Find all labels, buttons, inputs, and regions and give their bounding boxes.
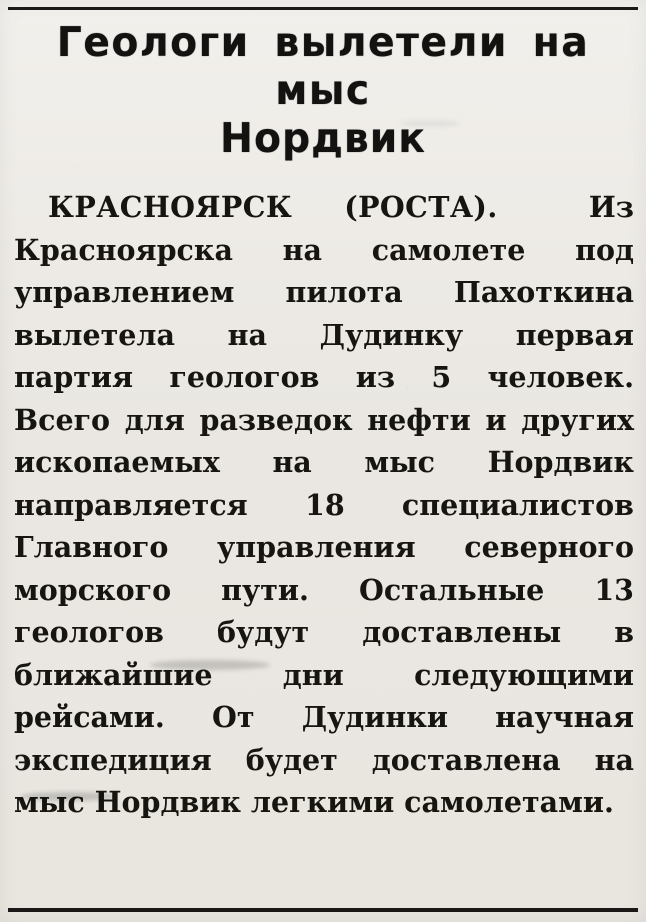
dateline: КРАСНОЯРСК: [48, 190, 293, 224]
headline-line-1: Геологи вылетели на мыс: [56, 18, 590, 114]
top-divider-rule: [8, 7, 638, 10]
news-agency-source: (РОСТА).: [344, 190, 498, 224]
headline: [10, 18, 636, 162]
headline-line-2: Нордвик: [220, 114, 426, 162]
article-paragraph: [14, 186, 634, 824]
article-text: Из Красноярска на самолете под управлением пилота Пахоткина вылетела на Дудинку первая партия геологов из 5 человек. Всего для разведок нефти и других ископаемых на мыс Нордвик направляется 18 специалистов Главного управления северного морского пути. Остальные 13 геологов будут доставлены в ближайшие дни следующими рейсами. От Дудинки научная экспедиция будет доставлена на мыс Нордвик легкими самолетами.: [14, 190, 634, 819]
bottom-divider-rule: [8, 908, 638, 912]
article-body: [14, 186, 634, 824]
